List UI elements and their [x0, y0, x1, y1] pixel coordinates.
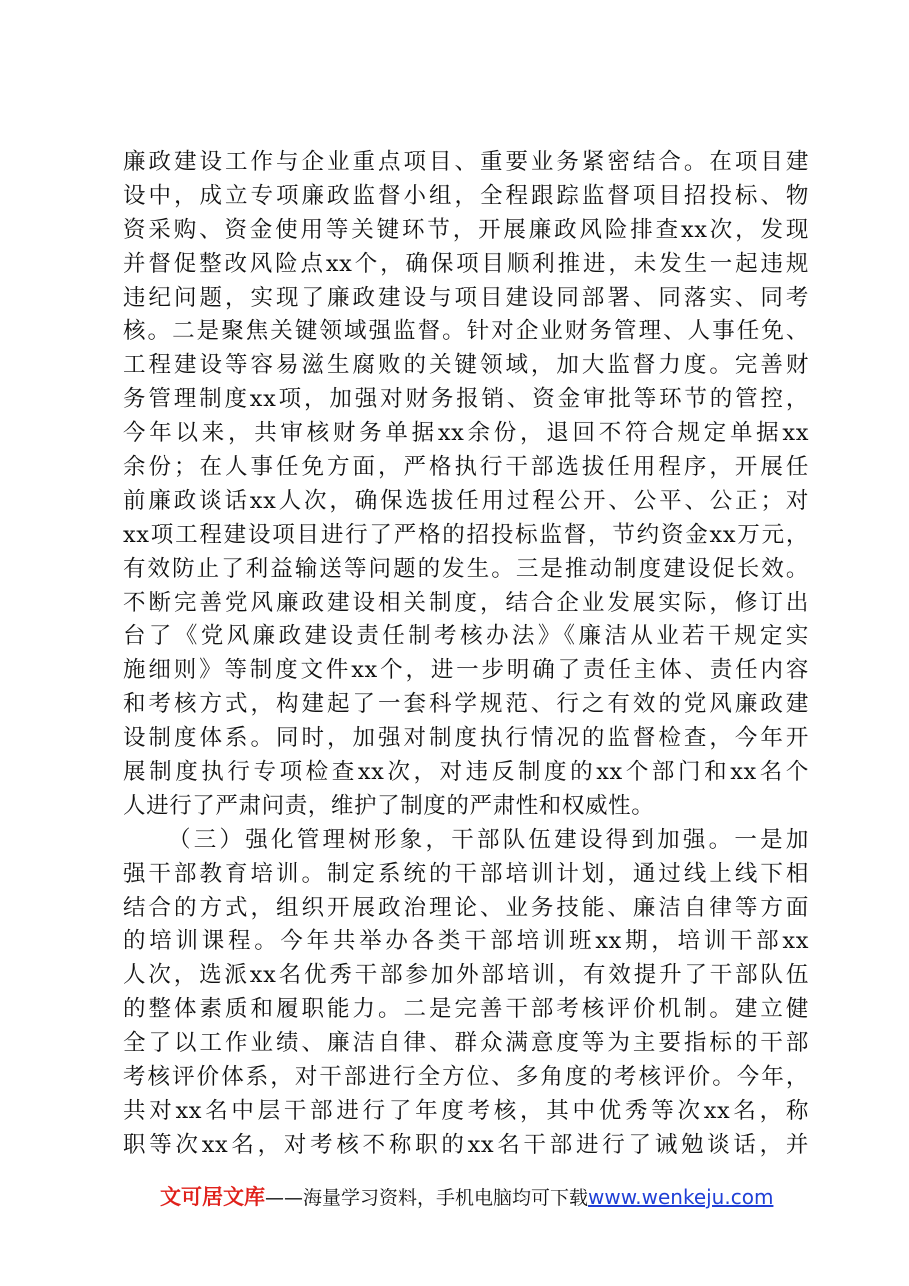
text-line: 有效防止了利益输送等问题的发生。三是推动制度建设促长效。: [123, 555, 809, 582]
text-line: 的培训课程。今年共举办各类干部培训班xx期，培训干部xx: [123, 928, 809, 955]
text-line: 前廉政谈话xx人次，确保选拔任用过程公开、公平、公正；对: [123, 487, 809, 514]
text-line: 廉政建设工作与企业重点项目、重要业务紧密结合。在项目建: [123, 149, 809, 175]
text-line: （三）强化管理树形象，干部队伍建设得到加强。一是加: [168, 826, 809, 853]
text-line: 设中，成立专项廉政监督小组，全程跟踪监督项目招投标、物: [123, 182, 809, 209]
text-line: 违纪问题，实现了廉政建设与项目建设同部署、同落实、同考: [123, 284, 809, 311]
text-line: 设制度体系。同时，加强对制度执行情况的监督检查，今年开: [123, 725, 809, 752]
text-line: 务管理制度xx项，加强对财务报销、资金审批等环节的管控，: [123, 386, 809, 413]
text-line: 台了《党风廉政建设责任制考核办法》《廉洁从业若干规定实: [123, 623, 809, 650]
text-line: xx项工程建设项目进行了严格的招投标监督，节约资金xx万元，: [123, 521, 809, 548]
text-line: 施细则》等制度文件xx个，进一步明确了责任主体、责任内容: [123, 657, 809, 684]
text-line: 强干部教育培训。制定系统的干部培训计划，通过线上线下相: [123, 860, 809, 887]
text-line: 全了以工作业绩、廉洁自律、群众满意度等为主要指标的干部: [123, 1030, 809, 1057]
paragraph-2: [123, 824, 809, 1163]
text-line: 核。二是聚焦关键领域强监督。针对企业财务管理、人事任免、: [123, 318, 809, 345]
text-line: 展制度执行专项检查xx次，对违反制度的xx个部门和xx名个: [123, 759, 809, 786]
footer-tagline: ——海量学习资料，手机电脑均可下载: [265, 1187, 589, 1209]
text-line: 人次，选派xx名优秀干部参加外部培训，有效提升了干部队伍: [123, 962, 809, 989]
brand-name: 文可居文库: [160, 1185, 265, 1209]
text-line: 共对xx名中层干部进行了年度考核，其中优秀等次xx名，称: [123, 1097, 809, 1124]
text-line: 不断完善党风廉政建设相关制度，结合企业发展实际，修订出: [123, 589, 809, 616]
text-line: 今年以来，共审核财务单据xx余份，退回不符合规定单据xx: [123, 420, 809, 447]
text-line: 并督促整改风险点xx个，确保项目顺利推进，未发生一起违规: [123, 250, 809, 277]
document-body: [123, 146, 809, 1163]
footer-banner: [160, 1181, 780, 1213]
text-line: 资采购、资金使用等关键环节，开展廉政风险排查xx次，发现: [123, 216, 809, 243]
text-line: 余份；在人事任免方面，严格执行干部选拔任用程序，开展任: [123, 454, 809, 481]
text-line: 工程建设等容易滋生腐败的关键领域，加大监督力度。完善财: [123, 352, 809, 379]
text-line: 人进行了严肃问责，维护了制度的严肃性和权威性。: [123, 792, 655, 819]
text-line: 的整体素质和履职能力。二是完善干部考核评价机制。建立健: [123, 996, 809, 1023]
paragraph-1: [123, 146, 809, 824]
text-line: 考核评价体系，对干部进行全方位、多角度的考核评价。今年，: [123, 1064, 809, 1091]
text-line: 职等次xx名，对考核不称职的xx名干部进行了诫勉谈话，并: [123, 1131, 809, 1158]
text-line: 结合的方式，组织开展政治理论、业务技能、廉洁自律等方面: [123, 894, 809, 921]
website-link[interactable]: www.wenkeju.com: [588, 1185, 774, 1209]
text-line: 和考核方式，构建起了一套科学规范、行之有效的党风廉政建: [123, 691, 809, 718]
